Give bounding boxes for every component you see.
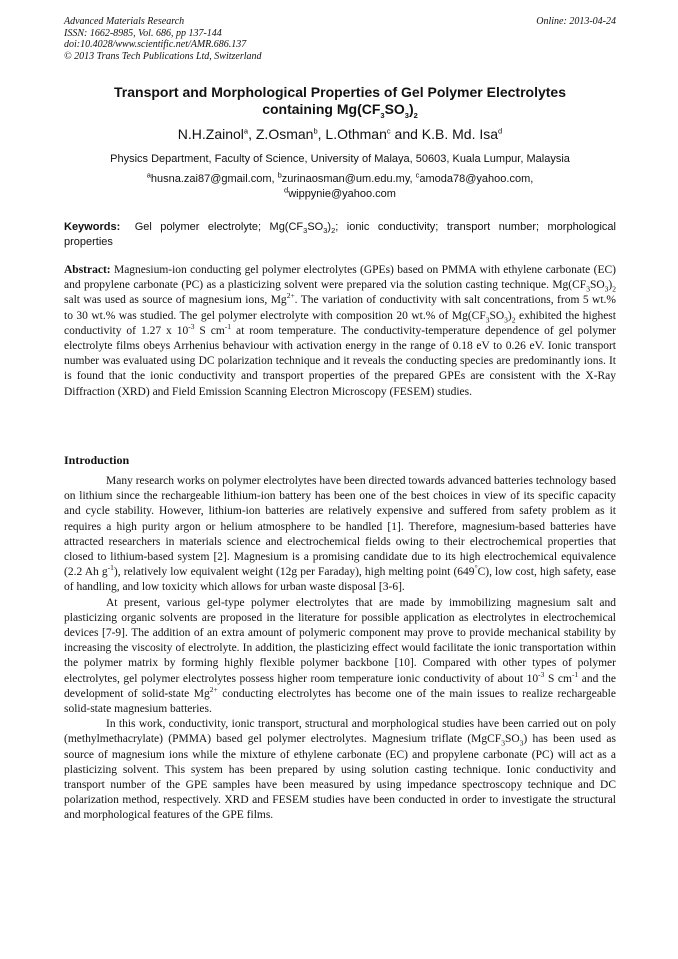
title-line-1: Transport and Morphological Properties of Gel Polymer Electrolytes <box>114 84 566 100</box>
author-emails <box>64 172 616 202</box>
email-line-1: $^a$husna.zai87@gmail.com, $^b$zurinaosman@um.edu.my, $^c$amoda78@yahoo.com, <box>146 170 534 185</box>
journal-name: Advanced Materials Research <box>64 16 185 27</box>
email-link[interactable]: wippynie@yahoo.com <box>288 188 396 200</box>
paragraph: Many research works on polymer electrolytes have been directed towards advanced batteries technology based on lithium since the rechargeable lithium-ion battery has been one of the best choices in view of its specific capacity and cycle stability. However, lithium-ion batteries are relatively expensive and suffered from safety problem as it requires a high purity argon or helium atmosphere to be handled [1]. Therefore, magnesium-based batteries have attracted researchers in materials science and electrochemical fields owing to their electrochemical properties that closed to lithium-based system [2]. Magnesium is a promising candidate due to its high electrochemical equivalence (2.2 Ah $g^{-1}$), relatively low equivalent weight (12g per Faraday), high melting point (649°C), low cost, high safety, ease of handling, and low toxicity which allows for urban waste disposal [3-6]. <box>64 475 616 594</box>
email-link[interactable]: zurinaosman@um.edu.my, <box>281 173 416 185</box>
journal-header <box>64 16 616 62</box>
abstract-label: Abstract: <box>64 264 111 276</box>
email-link[interactable]: husna.zai87@gmail.com, <box>150 173 278 185</box>
author-list <box>64 126 616 143</box>
author: Z.Osman$^b$, <box>255 126 326 142</box>
doi-line: doi:10.4028/www.scientific.net/AMR.686.137 <box>64 39 247 50</box>
keywords: Keywords: Gel polymer electrolyte; $Mg(CF_3SO_3)_2$; ionic conductivity; transport number; morphological properties <box>64 221 616 248</box>
author: N.H.Zainol$^a$, <box>177 126 256 142</box>
section-heading-introduction: Introduction <box>64 453 130 467</box>
title-line-2: containing $Mg(CF_3SO_3)_2$ <box>262 101 418 120</box>
online-date: Online: 2013-04-24 <box>536 16 616 27</box>
email-link[interactable]: amoda78@yahoo.com, <box>419 173 534 185</box>
paper-title <box>64 84 616 118</box>
issn-line: ISSN: 1662-8985, Vol. 686, pp 137-144 <box>64 27 222 39</box>
introduction-body <box>64 474 616 824</box>
author: L.Othman$^c$ and <box>325 126 422 142</box>
copyright-line: © 2013 Trans Tech Publications Ltd, Switzerland <box>64 50 262 62</box>
paragraph: At present, various gel-type polymer electrolytes that are made by immobilizing magnesium salt and plasticizing organic solvents are proposed in the literature for possible application as electrolytes in electrochemical devices [7-9]. The addition of an extra amount of polymeric component may prove to provide mechanical stability by increasing the viscosity of electrolyte. In addition, the plasticizing effect would facilitate the ionic transportation within the polymer matrix by forming highly flexible polymer backbone [10]. Compared with other types of polymer electrolytes, gel polymer electrolytes possess higher room temperature ionic conductivity of about $10^{-3}$ S $cm^{-1}$ and the development of solid-state $Mg^{2+}$ conducting electrolytes has become one of the main issues to realize rechargeable solid-state magnesium batteries. <box>64 596 617 716</box>
author: K.B. Md. Isa$^d$ <box>421 126 503 142</box>
affiliation: Physics Department, Faculty of Science, University of Malaya, 50603, Kuala Lumpur, Malaysia <box>110 153 570 165</box>
paragraph: In this work, conductivity, ionic transport, structural and morphological studies have been carried out on poly (methylmethacrylate) (PMMA) based gel polymer electrolytes. Magnesium triflate $(MgCF_3SO_3)$ has been used as source of magnesium ions while the mixture of ethylene carbonate (EC) and propylene carbonate (PC) will act as a plasticizing solvent. This system has been prepared by using solution casting technique. Ionic conductivity and transport number of the GPE samples have been measured by using impedance spectroscopy technique and DC polarization method, respectively. XRD and FESEM studies have been conducted in order to investigate the structural and morphological features of the GPE films. <box>64 718 617 822</box>
email-line-2: $^d$wippynie@yahoo.com <box>284 185 396 200</box>
keywords-label: Keywords: <box>64 221 121 233</box>
abstract: Abstract: Magnesium-ion conducting gel polymer electrolytes (GPEs) based on PMMA with ethylene carbonate (EC) and propylene carbonate (PC) as a plasticizing solvent were prepared via the solution casting technique. $Mg(CF_3SO_3)_2$ salt was used as source of magnesium ions, $Mg^{2+}$. The variation of conductivity with salt concentrations, from 5 wt.% to 30 wt.% was studied. The gel polymer electrolyte with composition 20 wt.% of $Mg(CF_3SO_3)_2$ exhibited the highest conductivity of 1.27 x $10^{-3}$ S $cm^{-1}$ at room temperature. The conductivity-temperature dependence of gel polymer electrolyte films obeys Arrhenius behaviour with activation energy in the range of 0.18 eV to 0.26 eV. Ionic transport number was evaluated using DC polarization technique and it reveals the conducting species are predominantly ions. It is found that the ionic conductivity and transport properties of the prepared GPEs are consistent with the X-Ray Diffraction (XRD) and Field Emission Scanning Electron Microscopy (FESEM) studies. <box>64 264 616 398</box>
